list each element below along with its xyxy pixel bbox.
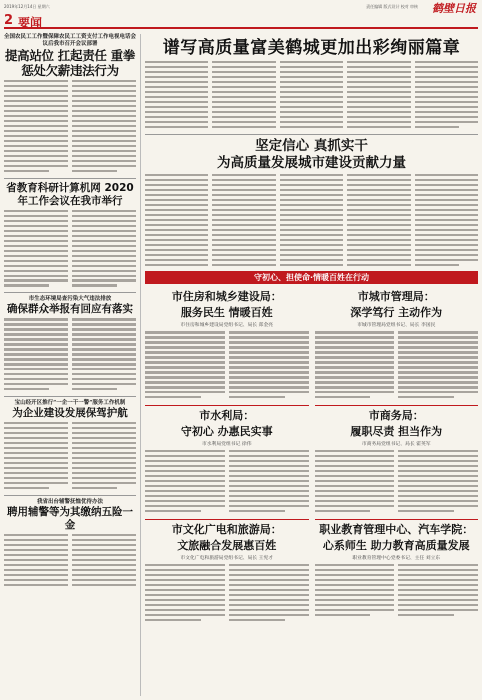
top-bar xyxy=(4,3,478,11)
feature-byline: 市城市管理局党组书记、局长 李国民 xyxy=(357,323,436,329)
feature-title-b: 守初心 办惠民实事 xyxy=(180,425,273,439)
feature-title-b: 服务民生 情暖百姓 xyxy=(180,306,273,320)
feature-title-b: 履职尽责 担当作为 xyxy=(350,425,443,439)
divider xyxy=(4,178,136,179)
story-pollution-report[interactable] xyxy=(4,296,136,393)
feature-title-a: 职业教育管理中心、汽车学院： xyxy=(319,523,474,537)
divider xyxy=(145,134,478,135)
feature-grid xyxy=(145,287,478,626)
page-number: 2 xyxy=(4,13,14,28)
feature-title-b: 深学笃行 主动作为 xyxy=(350,306,443,320)
feature-title-a: 市商务局： xyxy=(368,409,424,423)
divider xyxy=(4,495,136,496)
story-kicker: 全国农民工工作暨保障农民工工资支付工作电视电话会议后我市召开会议部署 xyxy=(4,34,137,47)
story-kicker: 宝山经开区推行“一企一干一警”服务工作机制 xyxy=(14,400,126,407)
divider xyxy=(4,396,136,397)
story-headline: 省教育科研计算机网 2020年工作会议在我市举行 xyxy=(6,181,134,207)
second-headline-b: 为高质量发展城市建设贡献力量 xyxy=(217,154,406,171)
lead-headline: 谱写高质量富美鹤城更加出彩绚丽篇章 xyxy=(162,38,461,58)
feature-title-a: 市水利局： xyxy=(199,409,255,423)
feature-byline: 职业教育管理中心党委书记、主任 刘立东 xyxy=(352,556,441,562)
story-headline: 确保群众举报有回应有落实 xyxy=(7,303,133,316)
story-auxiliary-police[interactable] xyxy=(4,499,136,589)
feature-title-a: 市城市管理局： xyxy=(357,290,435,304)
story-headline: 聘用辅警等为其缴纳五险一金 xyxy=(7,506,133,531)
feature-culture[interactable] xyxy=(145,519,309,624)
story-kicker: 市生态环境局查污染大气违法排放 xyxy=(28,296,112,303)
feature-title-a: 市住房和城乡建设局： xyxy=(171,290,282,304)
story-second-lead[interactable] xyxy=(145,138,478,269)
feature-water[interactable] xyxy=(145,405,309,515)
story-headline: 为企业建设发展保驾护航 xyxy=(12,407,128,420)
section-banner: 守初心、担使命·情暖百姓在行动 xyxy=(145,271,478,284)
feature-title-b: 文旅融合发展惠百姓 xyxy=(177,539,277,553)
left-column xyxy=(4,34,136,696)
divider xyxy=(4,292,136,293)
editor-credits: 责任编辑 版式设计 校对 审核 xyxy=(366,4,418,9)
masthead-logo: 鹤壁日报 xyxy=(432,2,476,15)
page-section-name: 要闻 xyxy=(18,16,43,30)
feature-byline: 市商务局党组书记、局长 霍英军 xyxy=(361,442,431,448)
story-headline: 提高站位 扛起责任 重拳惩处欠薪违法行为 xyxy=(4,48,136,78)
feature-title-b: 心系师生 助力教育高质量发展 xyxy=(322,539,470,553)
feature-byline: 市文化广电和旅游局党组书记、局长 王宪才 xyxy=(180,556,274,562)
feature-byline: 市水利局党组书记 徐伟 xyxy=(202,442,252,448)
feature-city-management[interactable] xyxy=(315,290,479,401)
feature-vocational[interactable] xyxy=(315,519,479,619)
feature-commerce[interactable] xyxy=(315,405,479,515)
story-enterprise-service[interactable] xyxy=(4,400,136,492)
column-divider xyxy=(140,34,141,696)
story-lead[interactable] xyxy=(145,38,478,131)
feature-byline: 市住房和城乡建设局党组书记、局长 郑金亮 xyxy=(180,323,274,329)
right-column xyxy=(145,34,478,696)
page-header xyxy=(4,13,478,29)
second-headline-a: 坚定信心 真抓实干 xyxy=(255,137,368,154)
story-kicker: 我省出台辅警抚恤优待办法 xyxy=(36,499,103,505)
issue-date: 2019年12月14日 星期六 xyxy=(4,4,50,9)
feature-title-a: 市文化广电和旅游局： xyxy=(171,523,282,537)
feature-housing[interactable] xyxy=(145,290,309,401)
story-wage-arrears[interactable] xyxy=(4,34,136,175)
story-edu-network[interactable] xyxy=(4,182,136,290)
